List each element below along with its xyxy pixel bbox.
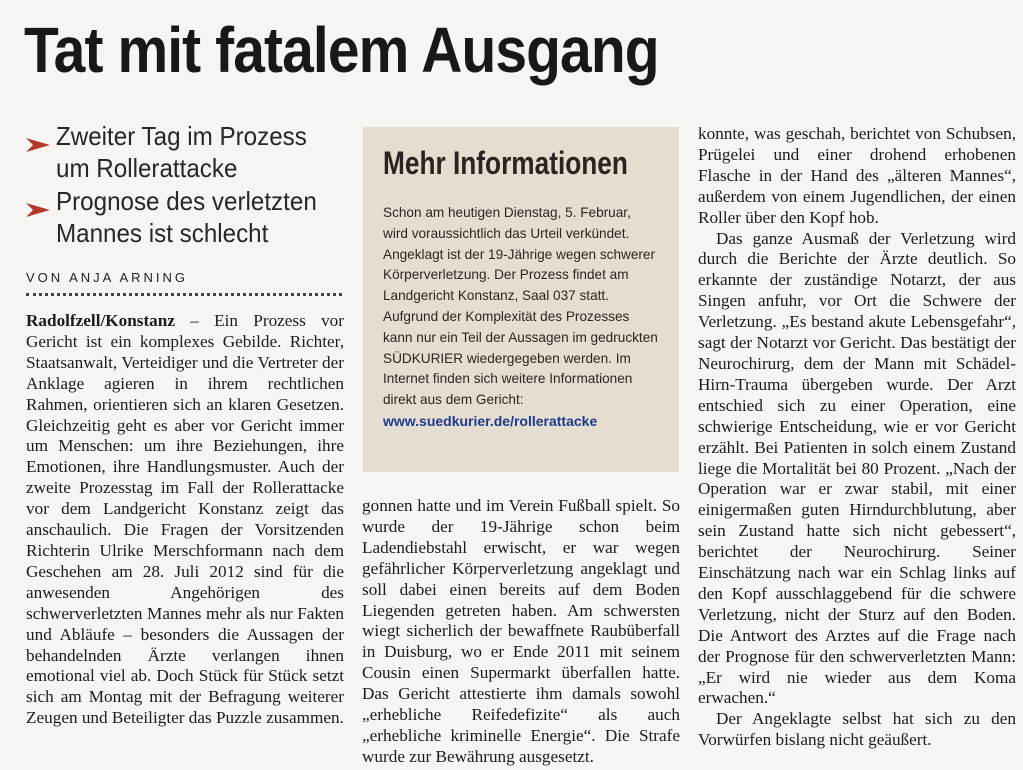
paragraph: gonnen hatte und im Verein Fußball spielt. So wurde der 19-Jährige schon beim Ladendiebstahl erwischt, er war wegen gefährlicher Körperverletzung angeklagt und soll dabei einen bereits auf dem Boden Liegenden getreten haben. Am schwersten wiegt sicherlich der bewaffnete Raubüberfall in Duisburg, wo er Ende 2011 mit seinem Cousin einen Supermarkt überfallen hatte. Das Gericht attestierte ihm damals sowohl „erhebliche Reifedefizite“ als auch „erhebliche kriminelle Energie“. Die Strafe wurde zur Bewährung ausgesetzt. — [362, 496, 680, 766]
subheadline-list — [26, 120, 346, 250]
info-box-body — [383, 203, 659, 433]
arrow-bullet-icon — [26, 185, 56, 225]
paragraph: konnte, was geschah, berichtet von Schubsen, Prügelei und einer drohend erhobenen Flasche in der Hand des „älteren Mannes“, außerdem von einem Jugendlichen, der einen Roller über den Kopf hob. — [698, 124, 1016, 227]
article-headline: Tat mit fatalem Ausgang — [24, 14, 659, 86]
paragraph: Der Angeklagte selbst hat sich zu den Vorwürfen bislang nicht geäußert. — [698, 709, 1016, 750]
info-box-title: Mehr Informationen — [383, 145, 628, 181]
info-box — [363, 127, 679, 472]
article-column-2 — [362, 496, 680, 768]
subheadline-item — [26, 120, 346, 184]
article-column-1 — [26, 311, 344, 729]
paragraph: Das ganze Ausmaß der Verletzung wird durch die Berichte der Ärzte deutlich. So erkannte der zuständige Notarzt, der aus Singen anfuhr, vor Ort die Schwere der Verletzung. „Es bestand akute Lebensgefahr“, sagt der Notarzt vor Gericht. Das bestätigt der Neurochirurg, dem der Mann mit Schädel-Hirn-Trauma übergeben wurde. Der Arzt entschied sich zu einer Operation, eine schwierige Entscheidung, wie er vor Gericht erzählt. Bei Patienten in solch einem Zustand liege die Mortalität bei 80 Prozent. „Nach der Operation war er zwar stabil, mit einer einigermaßen guten Hirndurchblutung, aber sein Zustand hatte sich nicht gebessert“, berichtet der Neurochirurg. Seiner Einschätzung nach war ein Schlag links auf den Kopf ausschlaggebend für die schwere Verletzung, nicht der Sturz auf den Boden. Die Antwort des Arztes auf die Frage nach der Prognose für den schwerverletzten Mann: „Er wird nie wieder aus dem Koma erwachen.“ — [698, 228, 1016, 708]
subheadline-item — [26, 185, 346, 249]
article-column-3 — [698, 124, 1016, 751]
info-box-text: Schon am heutigen Dienstag, 5. Februar, wird voraussichtlich das Urteil verkündet. Angeklagt ist der 19-Jährige wegen schwerer Körperverletzung. Der Prozess findet am Landgericht Konstanz, Saal 037 statt. Aufgrund der Komplexität des Prozesses kann nur ein Teil der Aussagen im gedruckten SÜDKURIER wiedergegeben werden. Im Internet finden sich weitere Informationen direkt aus dem Gericht: — [383, 205, 658, 408]
arrow-bullet-icon — [26, 120, 56, 160]
subheadline-text: Prognose des verletzten Mannes ist schlecht — [56, 186, 317, 248]
subheadline-text: Zweiter Tag im Prozess um Rollerattacke — [56, 121, 307, 183]
byline: VON ANJA ARNING — [26, 270, 342, 296]
info-box-link[interactable]: www.suedkurier.de/rollerattacke — [383, 412, 598, 429]
lead-paragraph: – Ein Prozess vor Gericht ist ein komplexes Gebilde. Richter, Staatsanwalt, Verteidiger und die Vertreter der Anklage agieren in ihrem rechtlichen Rahmen, orientieren sich an klaren Gesetzen. Gleichzeitig geht es aber vor Gericht immer um Menschen: um ihre Beziehungen, ihre Emotionen, ihre Handlungsmuster. Auch der zweite Prozesstag im Fall der Rollerattacke vor dem Landgericht Konstanz zeigt das anschaulich. Die Fragen der Vorsitzenden Richterin Ulrike Merschformann nach dem Geschehen am 28. Juli 2012 sind für die anwesenden Angehörigen des schwerverletzten Mannes mehr als nur Fakten und Abläufe – besonders die Aussagen der behandelnden Ärzte verlangen ihnen emotional viel ab. Doch Stück für Stück setzt sich am Montag mit der Befragung weiterer Zeugen und Beteiligter das Puzzle zusammen. — [26, 311, 344, 728]
dateline: Radolfzell/Konstanz — [26, 311, 175, 330]
